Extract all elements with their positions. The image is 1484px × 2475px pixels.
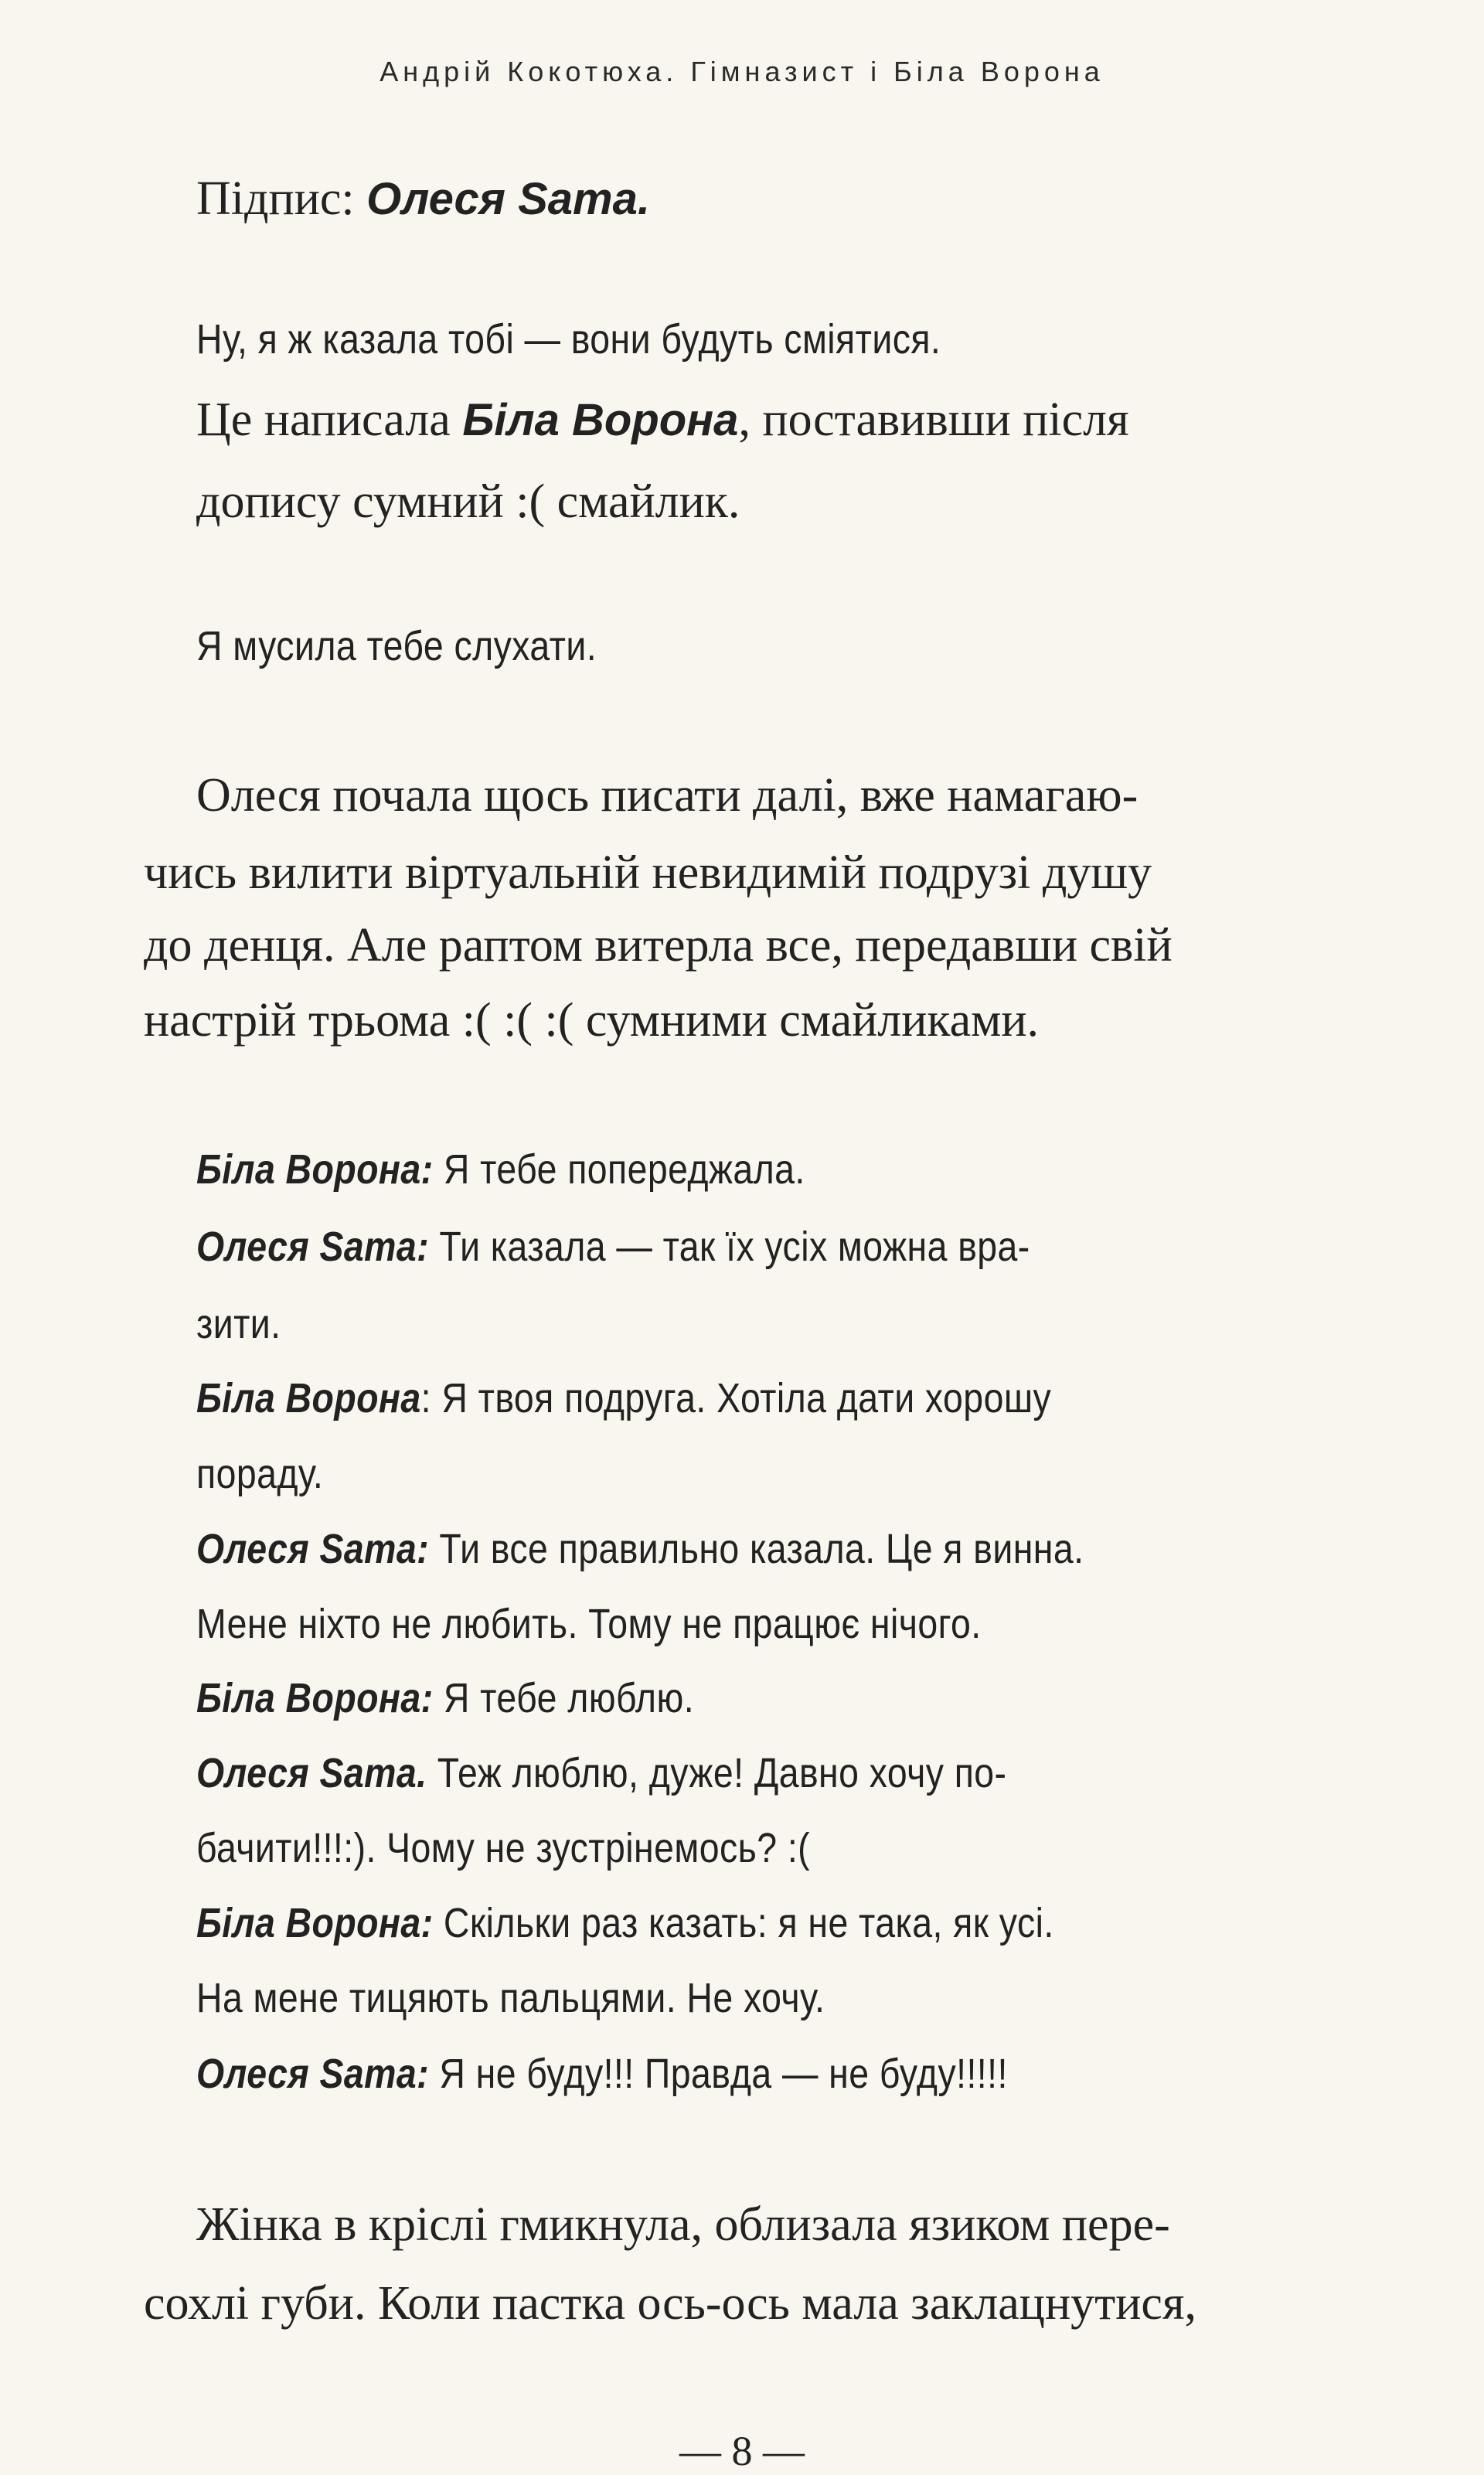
- message-text: Я не буду!!! Правда — не буду!!!!!: [429, 2051, 1008, 2097]
- signature-label: Підпис:: [196, 172, 367, 225]
- narrative-line: [196, 393, 1129, 448]
- speaker-name: Олеся Sama.: [196, 1750, 427, 1796]
- message-text: На мене тицяють пальцями. Не хочу.: [196, 1975, 825, 2021]
- dialogue-line: [196, 1146, 805, 1193]
- message-text: Ти казала — так їх усіх можна вра-: [429, 1224, 1030, 1270]
- dialogue-line: [196, 1374, 1051, 1422]
- signature-name: Олеся Sama.: [366, 174, 650, 224]
- dialogue-line: [196, 1974, 825, 2022]
- dialogue-line: [196, 1899, 1054, 1947]
- running-header: Андрій Кокотюха. Гімназист і Біла Ворона: [380, 56, 1104, 87]
- message-text: Мене ніхто не любить. Тому не працює нічого.: [196, 1601, 982, 1647]
- message-text: Теж люблю, дуже! Давно хочу по-: [427, 1750, 1007, 1796]
- speaker-name: Біла Ворона: [196, 1375, 421, 1421]
- dialogue-line: [196, 1525, 1084, 1573]
- message-text: пораду.: [196, 1451, 324, 1497]
- paragraph-line: сохлі губи. Коли пастка ось-ось мала заклацнутися,: [144, 2277, 1196, 2330]
- paragraph-line: Олеся почала щось писати далі, вже намагаю-: [196, 769, 1139, 822]
- message-text: : Я твоя подруга. Хотіла дати хорошу: [420, 1375, 1052, 1421]
- speaker-name: Біла Ворона:: [196, 1675, 434, 1721]
- dialogue-line: [196, 1300, 281, 1348]
- narrative-text: Це написала: [196, 393, 463, 446]
- message-text: Я тебе попереджала.: [433, 1146, 805, 1193]
- chat-line: Ну, я ж казала тобі — вони будуть сміятися.: [196, 316, 941, 363]
- signature-line: [196, 172, 650, 226]
- dialogue-line: [196, 2050, 1008, 2098]
- chat-line: Я мусила тебе слухати.: [196, 623, 597, 669]
- message-text: Ти все правильно казала. Це я винна.: [429, 1526, 1084, 1572]
- paragraph-line: до денця. Але раптом витерла все, передавши свій: [144, 919, 1173, 972]
- dialogue-line: [196, 1600, 982, 1648]
- message-text: зити.: [196, 1301, 281, 1347]
- speaker-name: Олеся Sama:: [196, 1224, 429, 1270]
- message-text: Скільки раз казать: я не така, як усі.: [433, 1900, 1054, 1946]
- paragraph-line: Жінка в кріслі гмикнула, облизала язиком пере-: [196, 2198, 1170, 2251]
- dialogue-line: [196, 1450, 323, 1498]
- message-text: Я тебе люблю.: [433, 1675, 695, 1721]
- page-number: — 8 —: [679, 2428, 805, 2474]
- dialogue-line: [196, 1824, 810, 1872]
- dialogue-line: [196, 1674, 694, 1722]
- narrative-text: , поставивши після: [738, 393, 1129, 446]
- speaker-name: Олеся Sama:: [196, 1526, 429, 1572]
- message-text: бачити!!!:). Чому не зустрінемось? :(: [196, 1825, 811, 1871]
- dialogue-line: [196, 1223, 1030, 1271]
- paragraph-line: чись вилити віртуальній невидимій подрузі душу: [144, 846, 1152, 899]
- speaker-name: Біла Ворона: [462, 395, 739, 445]
- speaker-name: Біла Ворона:: [196, 1900, 434, 1946]
- narrative-line: допису сумний :( смайлик.: [196, 475, 740, 528]
- dialogue-line: [196, 1749, 1006, 1797]
- speaker-name: Олеся Sama:: [196, 2051, 429, 2097]
- paragraph-line: настрій трьома :( :( :( сумними смайликами.: [144, 994, 1040, 1047]
- speaker-name: Біла Ворона:: [196, 1146, 434, 1193]
